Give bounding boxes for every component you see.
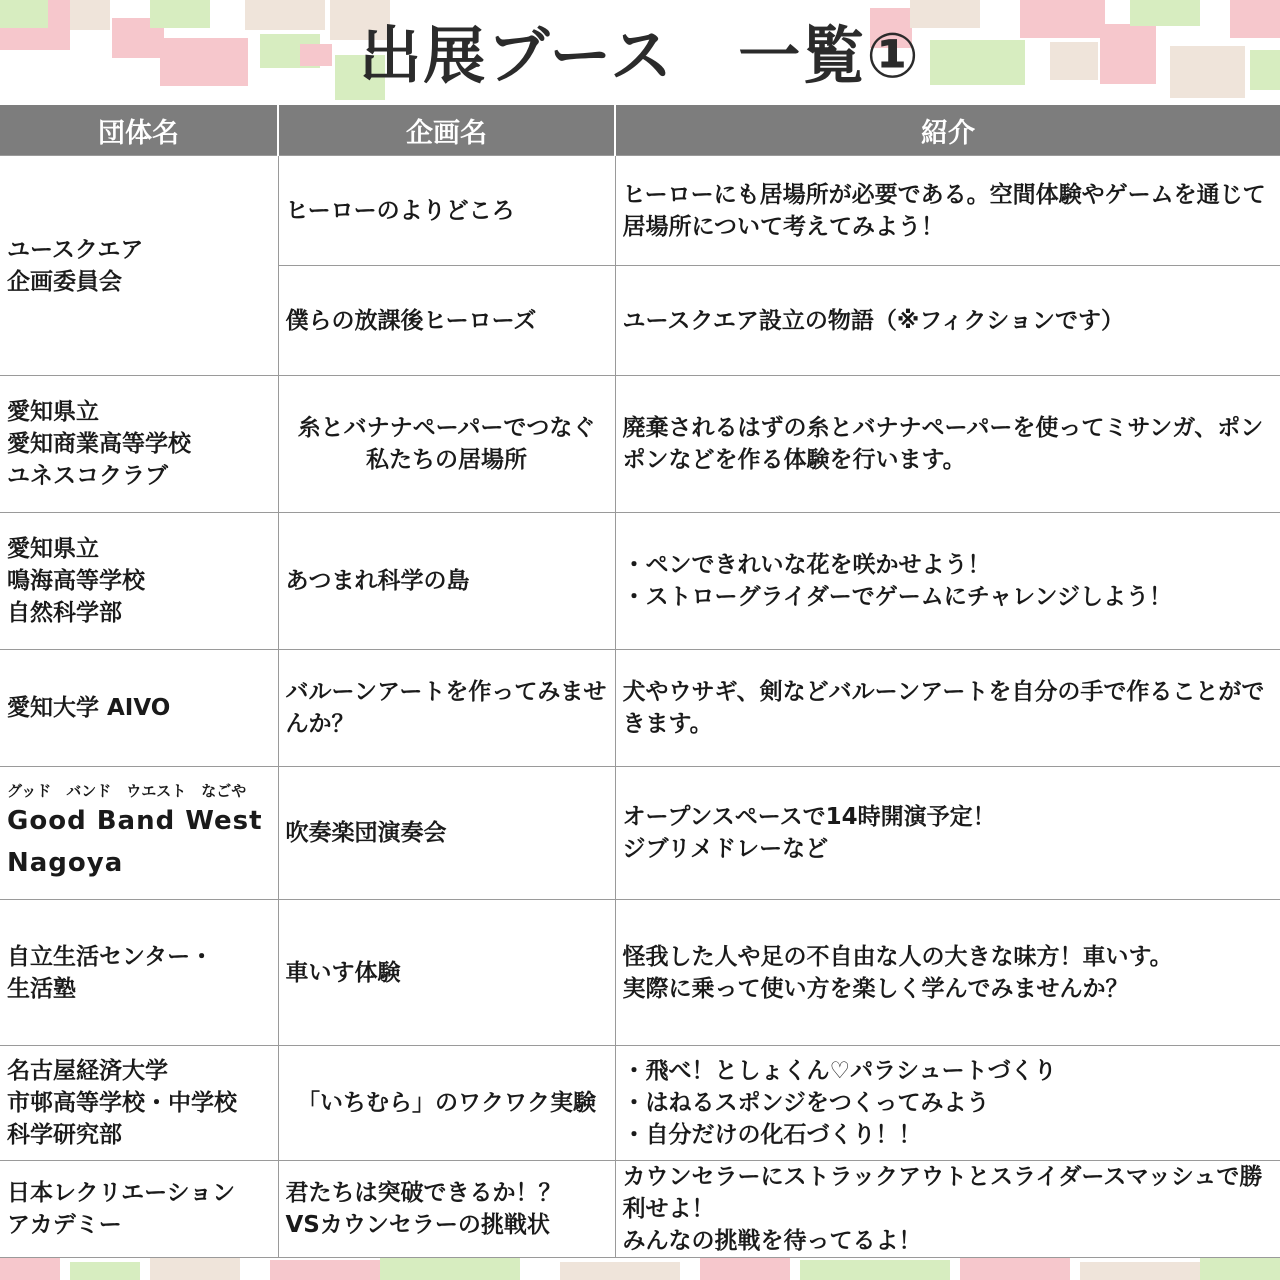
project-name: 吹奏楽団演奏会 [285, 820, 447, 846]
intro-cell [615, 650, 1280, 767]
project-name: 僕らの放課後ヒーローズ [285, 307, 537, 334]
project-name: あつまれ科学の島 [285, 568, 470, 594]
group-name: 愛知県立 愛知商業高等学校 ユネスコクラブ [7, 399, 191, 489]
group-name: 名古屋経済大学 市邨高等学校・中学校 科学研究部 [7, 1058, 237, 1148]
table-row [0, 513, 1280, 650]
table-row [0, 156, 1280, 266]
column-header-group: 団体名 [0, 105, 278, 156]
project-name: 「いちむら」のワクワク実験 [297, 1090, 596, 1116]
page-title: 出展ブース 一覧① [359, 19, 921, 92]
project-cell [278, 266, 615, 376]
group-name: 日本レクリエーション アカデミー [7, 1180, 236, 1238]
group-cell [0, 513, 278, 650]
project-name: 糸とバナナペーパーでつなぐ 私たちの居場所 [297, 415, 596, 473]
table-row [0, 1161, 1280, 1258]
group-cell [0, 156, 278, 376]
group-cell [0, 376, 278, 513]
decor-square [270, 1260, 390, 1280]
project-cell [278, 900, 615, 1046]
column-header-intro: 紹介 [615, 105, 1280, 156]
decor-square [0, 1258, 60, 1280]
project-cell [278, 1046, 615, 1161]
group-name: 愛知県立 鳴海高等学校 自然科学部 [7, 536, 145, 626]
intro-text: ユースクエア設立の物語（※フィクションです） [622, 307, 1124, 334]
column-header-project: 企画名 [278, 105, 615, 156]
intro-text: ヒーローにも居場所が必要である。空間体験やゲームを通じて居場所について考えてみよう！ [622, 181, 1266, 240]
intro-cell [615, 900, 1280, 1046]
project-cell [278, 650, 615, 767]
group-name: 自立生活センター・ 生活塾 [7, 943, 214, 1002]
project-cell [278, 376, 615, 513]
intro-text: オープンスペースで14時開演予定！ ジブリメドレーなど [622, 804, 996, 862]
group-name: 愛知大学 AIVO [7, 695, 171, 721]
intro-text: 犬やウサギ、剣などバルーンアートを自分の手で作ることができます。 [622, 679, 1265, 737]
project-cell [278, 1161, 615, 1258]
intro-text: カウンセラーにストラックアウトとスライダースマッシュで勝利せよ！ みんなの挑戦を待ってるよ！ [622, 1164, 1263, 1254]
decor-square [560, 1262, 680, 1280]
group-cell [0, 767, 278, 900]
project-cell [278, 513, 615, 650]
table-row [0, 767, 1280, 900]
project-name: 車いす体験 [285, 959, 401, 986]
intro-cell [615, 376, 1280, 513]
project-name: ヒーローのよりどころ [285, 197, 515, 224]
decor-square [380, 1258, 520, 1280]
group-cell [0, 1161, 278, 1258]
group-cell [0, 650, 278, 767]
project-cell [278, 767, 615, 900]
group-cell [0, 1046, 278, 1161]
decor-square [1080, 1262, 1200, 1280]
intro-cell [615, 513, 1280, 650]
decor-square [700, 1258, 790, 1280]
intro-text: 怪我した人や足の不自由な人の大きな味方！車いす。 実際に乗って使い方を楽しく学んでみませんか？ [622, 943, 1173, 1002]
table-row [0, 900, 1280, 1046]
decor-square [150, 1258, 240, 1280]
group-cell [0, 900, 278, 1046]
table-header-row [0, 105, 1280, 156]
table-row [0, 1046, 1280, 1161]
project-cell [278, 156, 615, 266]
table-row [0, 650, 1280, 767]
group-name: ユースクエア 企画委員会 [7, 236, 144, 295]
intro-text: ・飛べ！としょくん♡パラシュートづくり ・はねるスポンジをつくってみよう ・自分だけの化石づくり！！ [622, 1058, 1057, 1148]
project-name: 君たちは突破できるか！？ VSカウンセラーの挑戦状 [285, 1180, 562, 1238]
intro-text: 廃棄されるはずの糸とバナナペーパーを使ってミサンガ、ポンポンなどを作る体験を行います。 [622, 415, 1264, 473]
group-name: Good Band West Nagoya [7, 806, 263, 878]
table-row [0, 376, 1280, 513]
booth-table [0, 105, 1280, 1258]
intro-text: ・ペンできれいな花を咲かせよう！ ・ストローグライダーでゲームにチャレンジしよう！ [622, 552, 1172, 610]
intro-cell [615, 156, 1280, 266]
decor-square [1200, 1258, 1280, 1280]
group-name-ruby: グッド バンド ウエスト なごや [7, 782, 247, 800]
decor-square [960, 1258, 1070, 1280]
project-name: バルーンアートを作ってみませんか？ [285, 679, 607, 737]
decor-square [70, 1262, 140, 1280]
decor-square [800, 1260, 950, 1280]
intro-cell [615, 1161, 1280, 1258]
intro-cell [615, 266, 1280, 376]
intro-cell [615, 1046, 1280, 1161]
intro-cell [615, 767, 1280, 900]
